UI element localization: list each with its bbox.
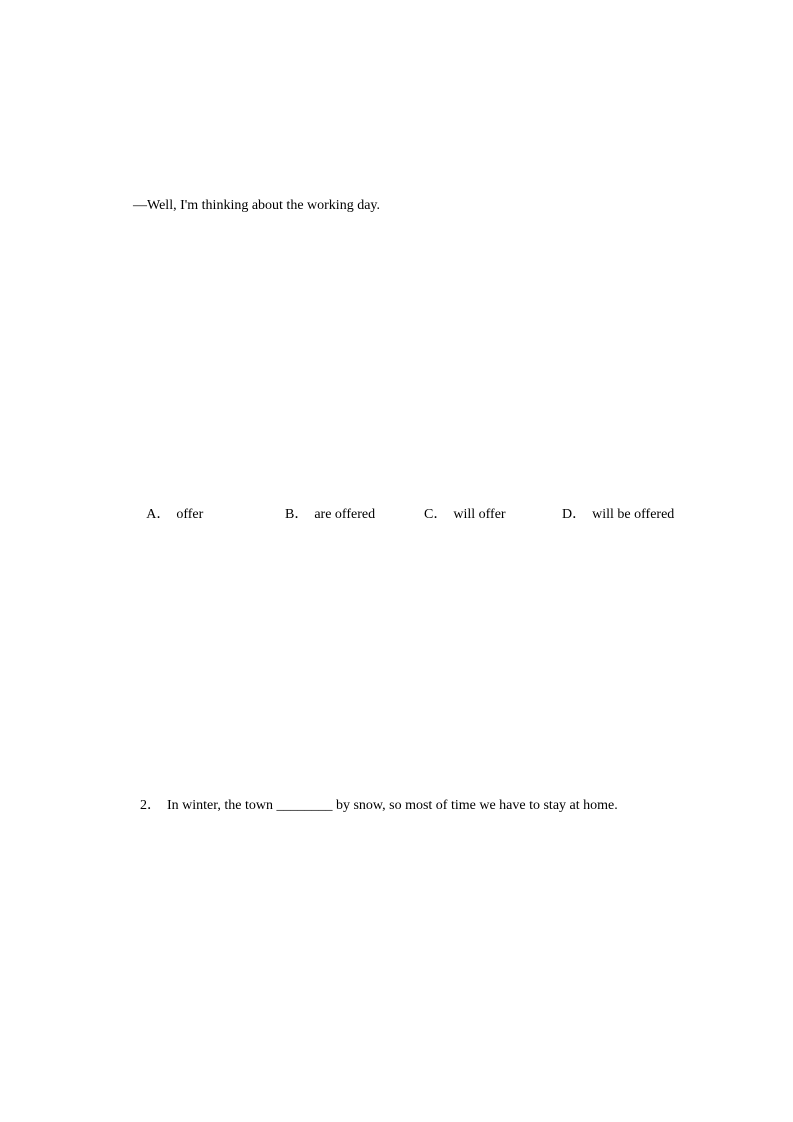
answer-options (0, 488, 793, 522)
option-text: will offer (453, 507, 506, 522)
dialogue-line: —Well, I'm thinking about the working day. (133, 198, 381, 213)
option-b[interactable] (271, 488, 375, 542)
option-c[interactable] (410, 488, 506, 542)
option-text: will be offered (592, 507, 675, 522)
question-text: In winter, the town ________ by snow, so most of time we have to stay at home. (167, 798, 618, 813)
question-number: 2． (140, 798, 161, 813)
option-letter: B． (285, 507, 309, 522)
question-2 (133, 779, 618, 815)
option-letter: A． (146, 507, 171, 522)
option-d[interactable] (548, 488, 674, 542)
option-letter: C． (424, 507, 448, 522)
option-letter: D． (562, 507, 587, 522)
option-text: offer (176, 507, 204, 522)
option-text: are offered (314, 507, 376, 522)
option-a[interactable] (133, 488, 203, 542)
